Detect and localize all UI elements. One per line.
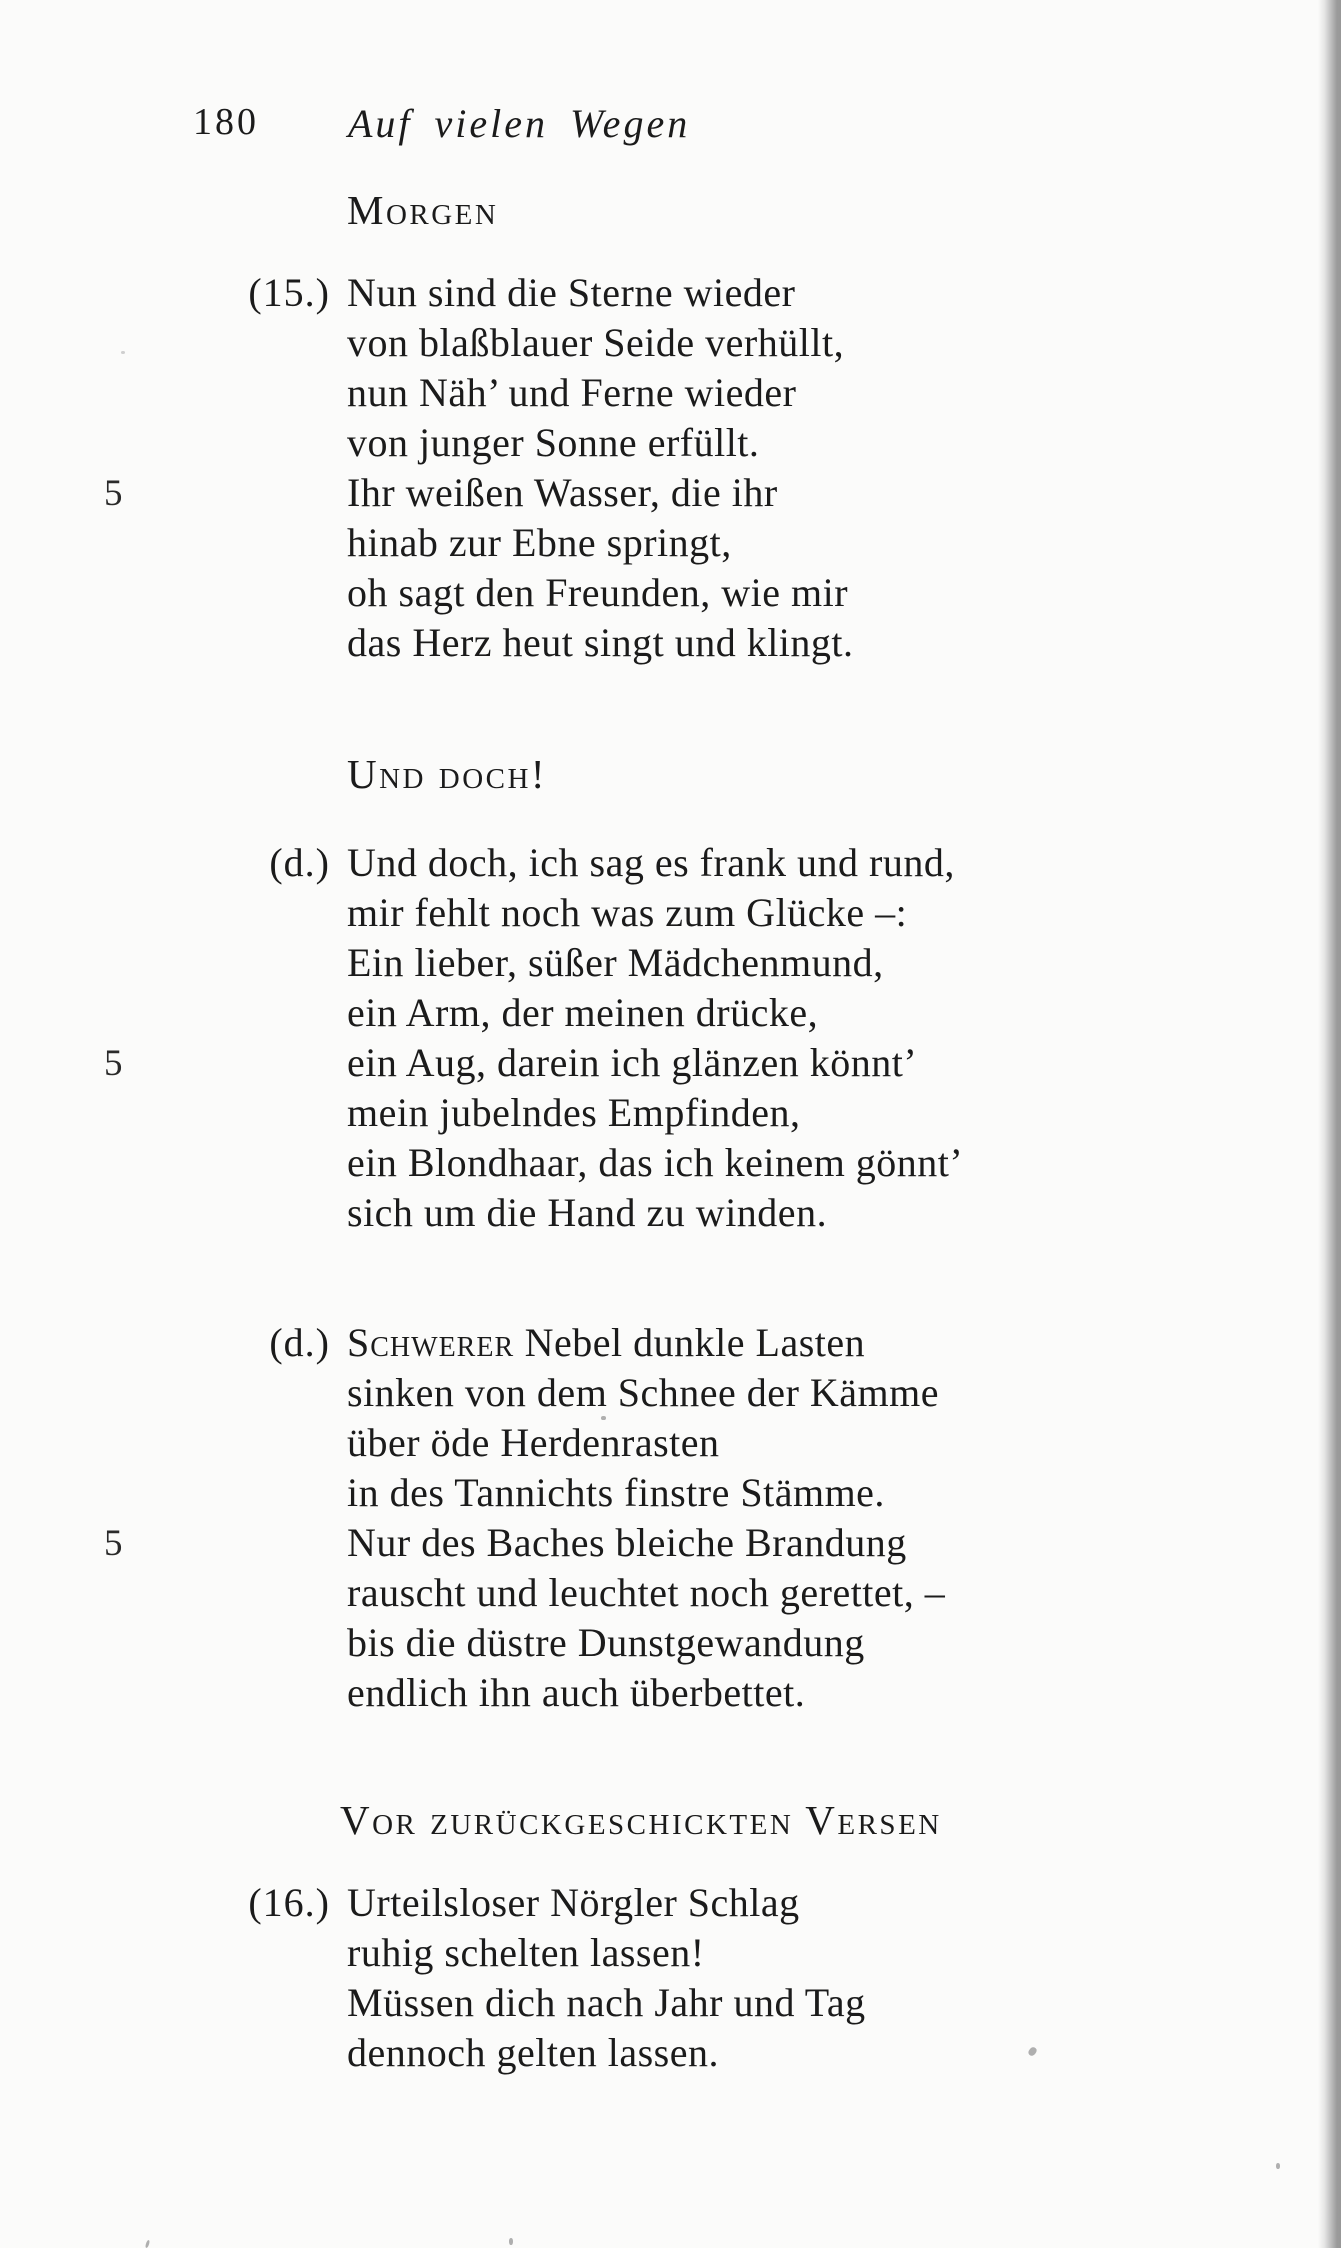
verse-text: bis die düstre Dunstgewandung <box>347 1620 865 1665</box>
line-number-margin: 5 <box>104 1523 123 1564</box>
poem-line <box>0 1618 1330 1668</box>
verse-text: von blaßblauer Seide verhüllt, <box>347 320 845 365</box>
verse-text: Ein lieber, süßer Mädchenmund, <box>347 940 884 985</box>
scan-speck <box>121 351 125 354</box>
verse-text: das Herz heut singt und klingt. <box>347 620 854 665</box>
stanza-schwerer-nebel <box>0 1318 1330 1718</box>
verse-text: ein Blondhaar, das ich keinem gönnt’ <box>347 1140 964 1185</box>
poem-line <box>0 268 1330 318</box>
poem-line <box>0 1368 1330 1418</box>
scan-speck <box>601 1416 606 1420</box>
verse-text: Müssen dich nach Jahr und Tag <box>347 1980 866 2025</box>
verse-text: Nun sind die Sterne wieder <box>347 270 796 315</box>
verse-text: ruhig schelten lassen! <box>347 1930 705 1975</box>
verse-text: nun Näh’ und Ferne wieder <box>347 370 797 415</box>
line-number-margin: 5 <box>104 1043 123 1084</box>
verse-text: dennoch gelten lassen. <box>347 2030 719 2075</box>
scan-speck <box>1276 2163 1280 2169</box>
verse-text: hinab zur Ebne springt, <box>347 520 732 565</box>
verse-text: von junger Sonne erfüllt. <box>347 420 760 465</box>
poem-line <box>0 938 1330 988</box>
verse-text: ein Arm, der meinen drücke, <box>347 990 819 1035</box>
poem-line <box>0 888 1330 938</box>
poem-heading-morgen: Morgen <box>347 187 499 233</box>
poem-line <box>0 568 1330 618</box>
verse-text: sich um die Hand zu winden. <box>347 1190 828 1235</box>
verse-text: mir fehlt noch was zum Glücke –: <box>347 890 908 935</box>
line-number-margin: 5 <box>104 473 123 514</box>
poem-line <box>0 418 1330 468</box>
verse-text: rauscht und leuchtet noch gerettet, – <box>347 1570 946 1615</box>
poem-line <box>0 1668 1330 1718</box>
verse-text: mein jubelndes Empfinden, <box>347 1090 801 1135</box>
poem-line <box>0 1418 1330 1468</box>
poem-line <box>0 1928 1330 1978</box>
poem-line <box>0 1038 1330 1088</box>
verse-text: über öde Herdenrasten <box>347 1420 720 1465</box>
poem-line <box>0 318 1330 368</box>
verse-text: ein Aug, darein ich glänzen könnt’ <box>347 1040 918 1085</box>
stanza-morgen <box>0 268 1330 668</box>
verse-text: Ihr weißen Wasser, die ihr <box>347 470 778 515</box>
poem-line <box>0 368 1330 418</box>
poem-line <box>0 1088 1330 1138</box>
poem-heading-vor-zurueckgeschickten-versen: Vor zurückgeschickten Versen <box>340 1797 942 1843</box>
verse-text: Schwerer Nebel dunkle Lasten <box>347 1320 866 1365</box>
stanza-label: (15.) <box>248 270 330 315</box>
stanza-label: (d.) <box>269 840 330 885</box>
poem-line <box>0 1468 1330 1518</box>
poem-line <box>0 1318 1330 1368</box>
small-caps-word: Schwerer <box>347 1320 515 1365</box>
stanza-label: (d.) <box>269 1320 330 1365</box>
page-gutter-shadow <box>1318 0 1341 2248</box>
poem-line <box>0 1138 1330 1188</box>
stanza-vor-zurueckgeschickten-versen <box>0 1878 1330 2078</box>
verse-text: endlich ihn auch überbettet. <box>347 1670 806 1715</box>
verse-text: in des Tannichts finstre Stämme. <box>347 1470 885 1515</box>
stanza-und-doch <box>0 838 1330 1238</box>
running-header <box>0 100 1341 152</box>
verse-text: Und doch, ich sag es frank und rund, <box>347 840 955 885</box>
scan-speck <box>145 2240 150 2248</box>
poem-line <box>0 1878 1330 1928</box>
poem-line <box>0 468 1330 518</box>
poem-line <box>0 618 1330 668</box>
page-number: 180 <box>193 101 259 143</box>
poem-line <box>0 1518 1330 1568</box>
verse-text: oh sagt den Freunden, wie mir <box>347 570 849 615</box>
poem-heading-und-doch: Und doch! <box>347 751 548 797</box>
running-title: Auf vielen Wegen <box>348 101 691 146</box>
poem-line <box>0 1978 1330 2028</box>
verse-text: sinken von dem Schnee der Kämme <box>347 1370 940 1415</box>
verse-text: Nur des Baches bleiche Brandung <box>347 1520 907 1565</box>
poem-line <box>0 988 1330 1038</box>
poem-line <box>0 518 1330 568</box>
scan-speck <box>509 2238 513 2245</box>
stanza-label: (16.) <box>248 1880 330 1925</box>
poem-line <box>0 1568 1330 1618</box>
poem-line <box>0 838 1330 888</box>
poem-line <box>0 1188 1330 1238</box>
verse-text: Urteilsloser Nörgler Schlag <box>347 1880 800 1925</box>
poem-line <box>0 2028 1330 2078</box>
